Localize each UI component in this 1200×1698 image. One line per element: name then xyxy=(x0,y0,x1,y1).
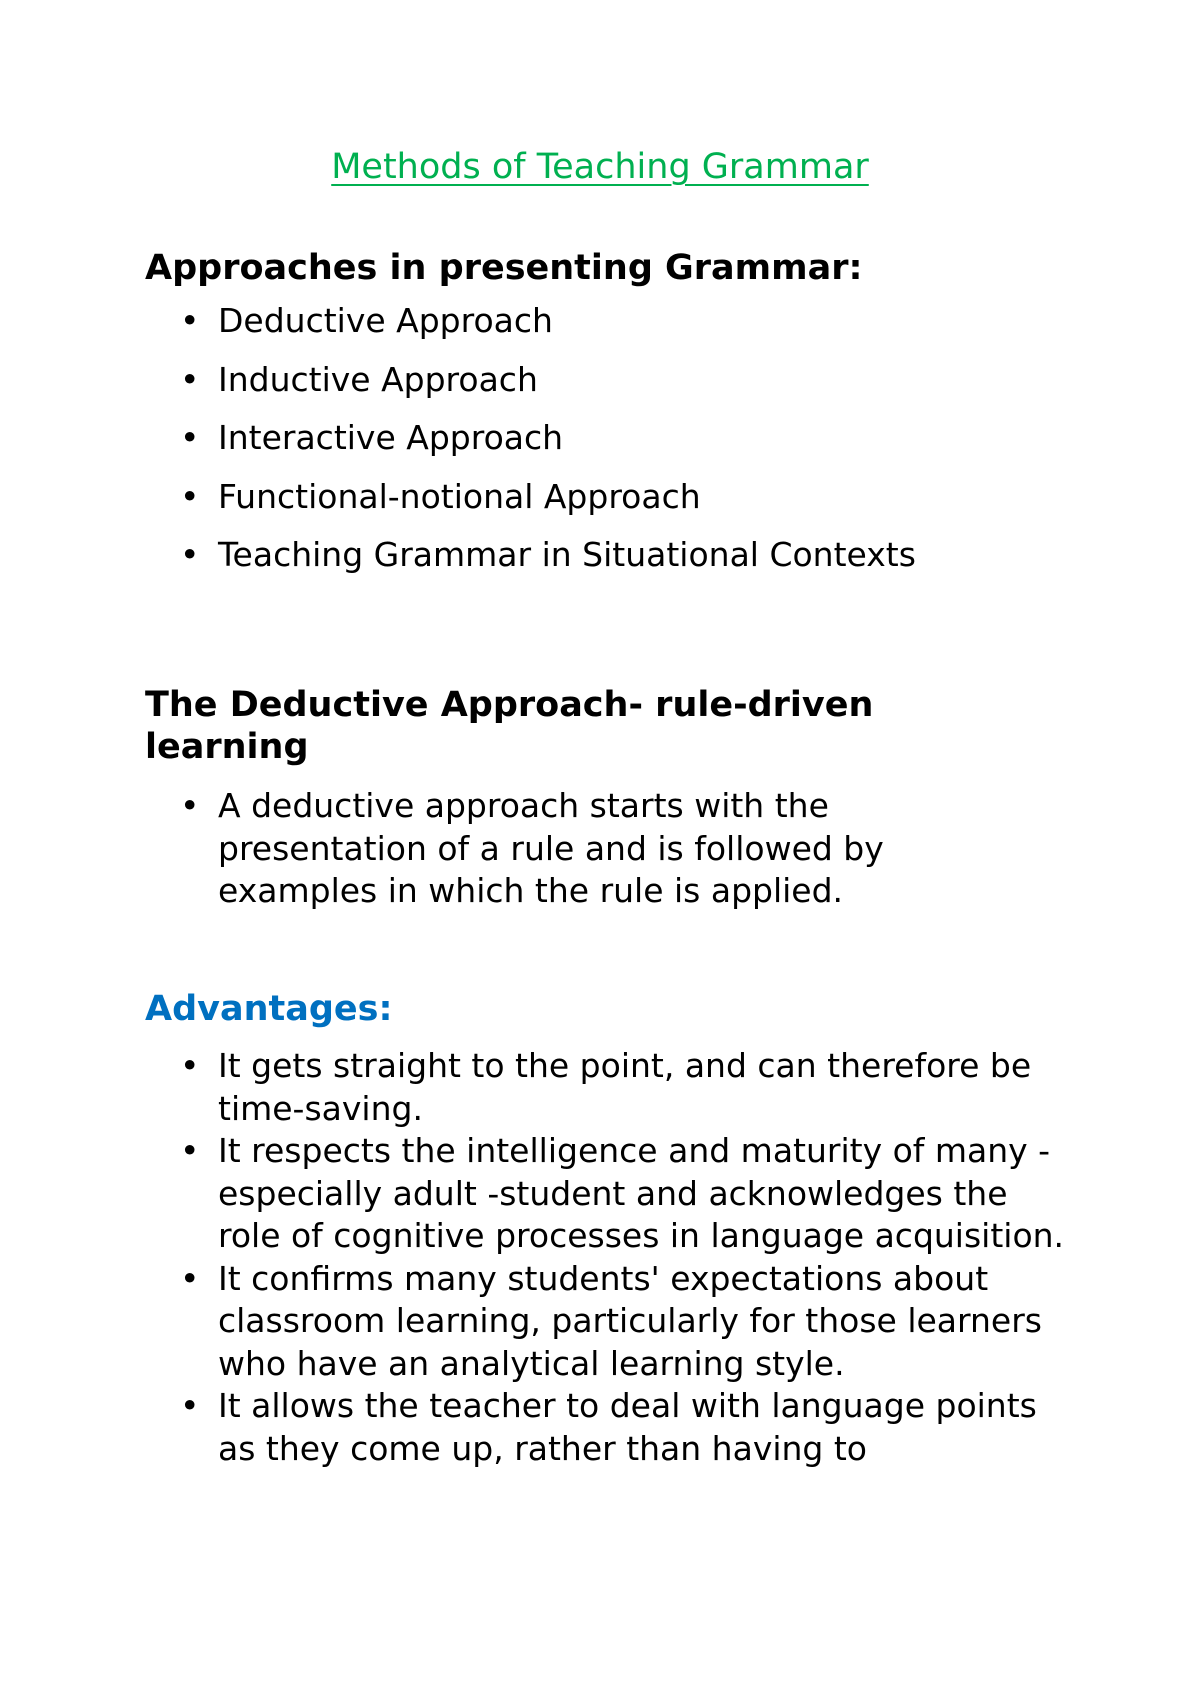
bullet-icon: • xyxy=(180,476,200,516)
advantages-list xyxy=(0,1045,1070,1470)
advantages-heading: Advantages: xyxy=(145,989,393,1029)
approaches-list xyxy=(0,300,1100,593)
deductive-approach-heading: The Deductive Approach- rule-driven learning xyxy=(145,685,874,767)
bullet-icon: • xyxy=(180,1258,200,1298)
bullet-icon: • xyxy=(180,1386,200,1425)
bullet-icon: • xyxy=(180,535,200,574)
deductive-approach-list xyxy=(0,785,1000,913)
approaches-heading: Approaches in presenting Grammar: xyxy=(145,248,863,288)
bullet-icon: • xyxy=(180,1131,200,1170)
list-item: • It gets straight to the point, and can therefore be time-saving. xyxy=(180,1046,1032,1128)
bullet-icon: • xyxy=(180,1046,200,1085)
list-item: • Inductive Approach xyxy=(0,359,1100,402)
list-item: • Teaching Grammar in Situational Contexts xyxy=(0,534,1100,577)
list-item: • It confirms many students' expectations about classroom learning, particularly for those learners who have an analytical learning style. xyxy=(180,1258,1042,1383)
bullet-icon: • xyxy=(180,786,200,825)
list-item: • A deductive approach starts with the presentation of a rule and is followed by examples in which the rule is applied. xyxy=(180,786,884,910)
bullet-icon: • xyxy=(180,359,200,399)
list-item: • Deductive Approach xyxy=(0,300,1100,343)
list-item: • It allows the teacher to deal with language points as they come up, rather than having to xyxy=(180,1386,1037,1468)
list-item: • Interactive Approach xyxy=(0,417,1100,460)
bullet-icon: • xyxy=(180,418,200,457)
document-title: Methods of Teaching Grammar xyxy=(331,147,869,187)
bullet-icon: • xyxy=(180,301,200,340)
list-item: • It respects the intelligence and maturity of many - especially adult -student and acknowledges the role of cognitive processes in language acquisition. xyxy=(180,1131,1065,1255)
list-item: • Functional-notional Approach xyxy=(0,476,1100,519)
